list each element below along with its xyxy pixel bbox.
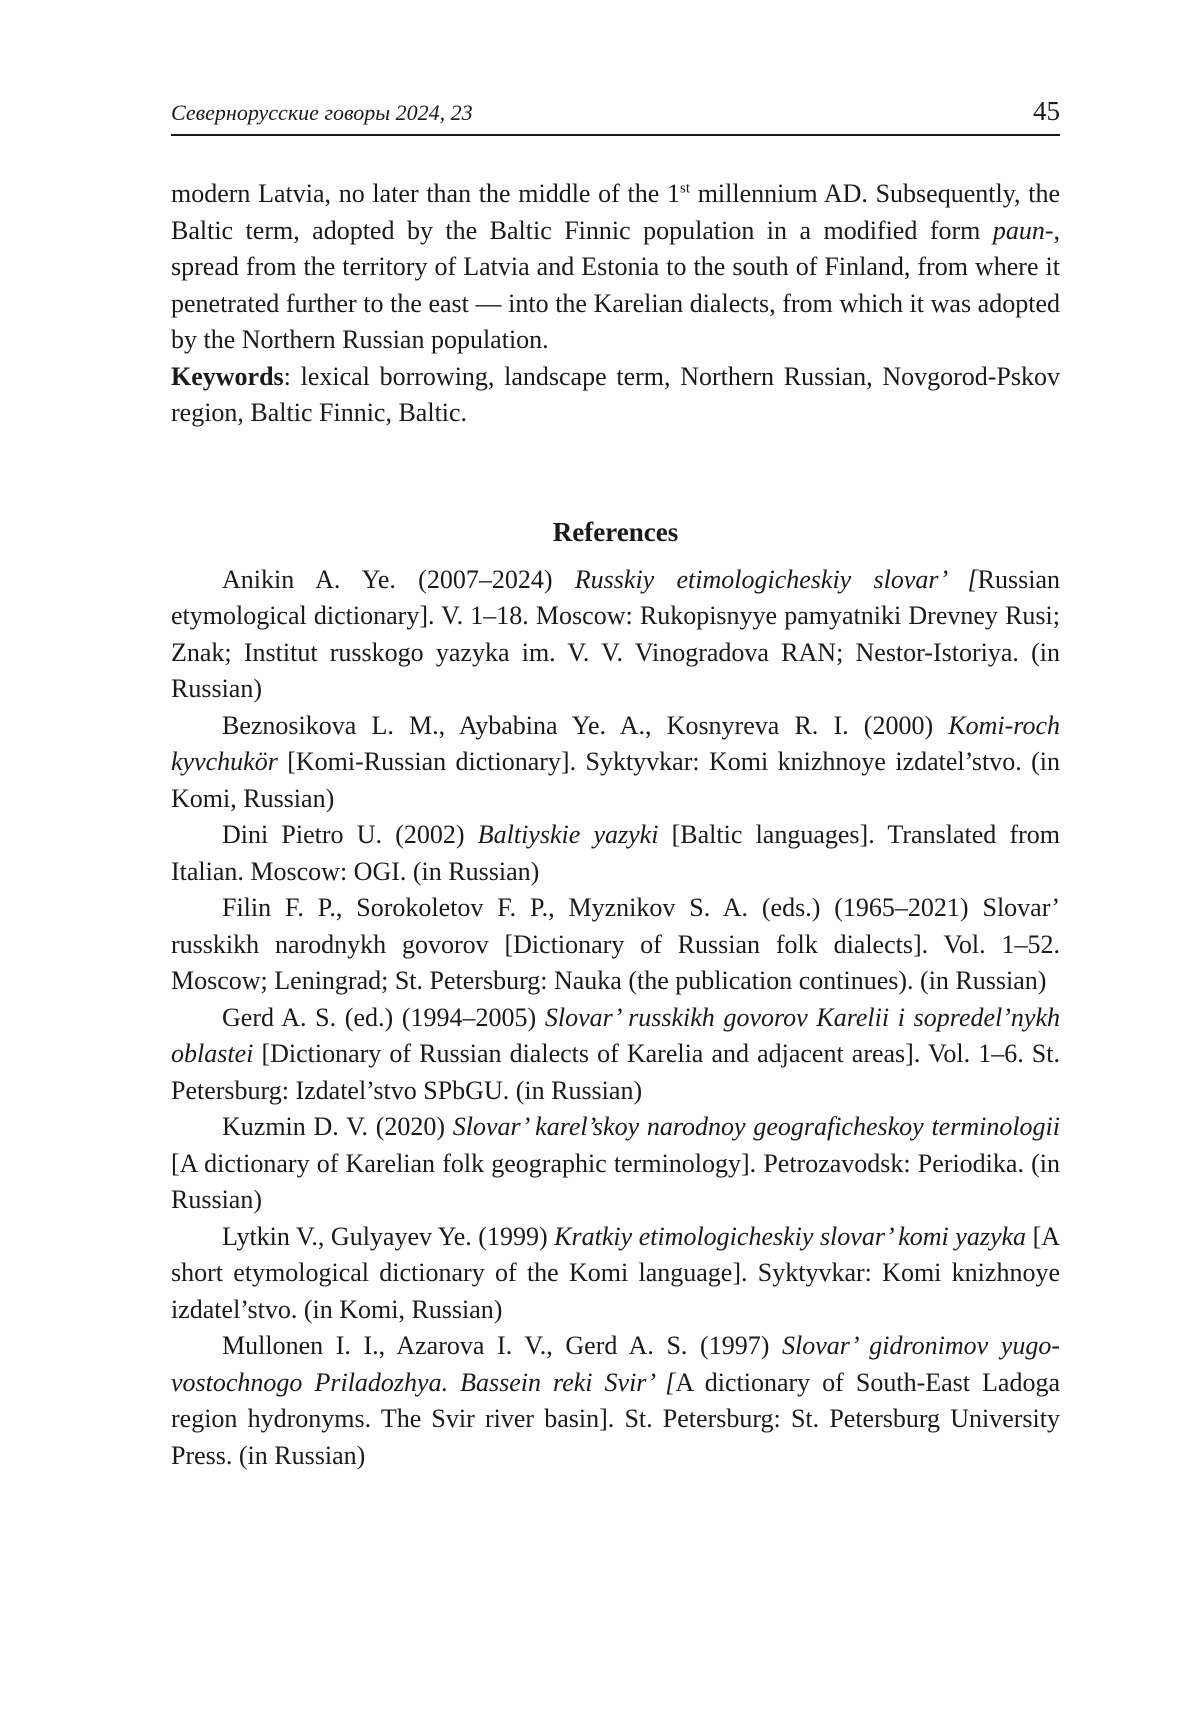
page bbox=[171, 96, 1060, 1474]
reference-title: Russkiy etimologicheskiy slovar’ [ bbox=[574, 564, 978, 594]
reference-title: Kratkiy etimologicheskiy slovar’ komi yazyka bbox=[554, 1221, 1027, 1251]
keywords-text: : lexical borrowing, landscape term, Northern Russian, Novgorod-Pskov region, Baltic Finnic, Baltic. bbox=[171, 361, 1060, 427]
reference-authors: Filin F. P., Sorokoletov F. P., Myznikov S. A. (eds.) (1965–2021) Slovar’ russkikh narodnykh govorov [Dictionary of Russian folk dialects]. Vol. 1–52. Moscow; Leningrad; St. Petersburg: Nauka (the publication continues). (in Russian) bbox=[171, 893, 1060, 995]
reference-item bbox=[171, 562, 1060, 708]
abstract-paragraph bbox=[171, 176, 1060, 359]
reference-authors: Anikin A. Ye. (2007–2024) bbox=[222, 564, 575, 594]
reference-item bbox=[171, 708, 1060, 818]
reference-details: [A short etymological dictionary of the Komi language]. Syktyvkar: Komi knizhnoye izdatel’stvo. (in Komi, Russian) bbox=[171, 1221, 1060, 1324]
keywords-paragraph bbox=[171, 359, 1060, 432]
reference-item bbox=[171, 1219, 1060, 1329]
reference-authors: Gerd A. S. (ed.) (1994–2005) bbox=[222, 1002, 545, 1032]
reference-authors: Beznosikova L. M., Aybabina Ye. A., Kosnyreva R. I. (2000) bbox=[222, 710, 949, 740]
reference-details: [Dictionary of Russian dialects of Karelia and adjacent areas]. Vol. 1–6. St. Petersburg: Izdatel’stvo SPbGU. (in Russian) bbox=[171, 1039, 1060, 1105]
reference-item bbox=[171, 1109, 1060, 1219]
abstract-continuation bbox=[171, 176, 1060, 432]
reference-item bbox=[171, 1328, 1060, 1474]
reference-details: [Komi-Russian dictionary]. Syktyvkar: Komi knizhnoye izdatel’stvo. (in Komi, Russian) bbox=[171, 747, 1060, 813]
reference-authors: Kuzmin D. V. (2020) bbox=[222, 1112, 453, 1141]
abstract-italic-term: paun- bbox=[992, 215, 1054, 245]
abstract-text: , spread from the territory of Latvia and Estonia to the south of Finland, from where it penetrated further to the east — into the Karelian dialects, from which it was adopted by the Northern Russian population. bbox=[171, 215, 1060, 354]
reference-title: Slovar’ karel’skoy narodnoy geograficheskoy terminologii bbox=[452, 1112, 1060, 1141]
reference-details: [Baltic languages]. Translated from Italian. Moscow: OGI. (in Russian) bbox=[171, 820, 1060, 886]
reference-item bbox=[171, 1000, 1060, 1110]
reference-item bbox=[171, 890, 1060, 1000]
reference-title: Komi-roch kyvchukör bbox=[171, 710, 1060, 776]
reference-item bbox=[171, 817, 1060, 890]
running-header bbox=[171, 96, 1060, 136]
page-number: 45 bbox=[1033, 96, 1060, 126]
reference-details: A dictionary of South-East Ladoga region hydronyms. The Svir river basin]. St. Petersburg: St. Petersburg University Press. (in Russian) bbox=[171, 1367, 1061, 1470]
references-list bbox=[171, 562, 1060, 1475]
ordinal-superscript: st bbox=[679, 180, 690, 197]
reference-authors: Mullonen I. I., Azarova I. V., Gerd A. S. (1997) bbox=[222, 1331, 782, 1360]
abstract-text: millennium AD. Subsequently, the Baltic term, adopted by the Baltic Finnic population in a modified form bbox=[171, 179, 1060, 245]
references-heading: References bbox=[552, 516, 679, 547]
reference-authors: Dini Pietro U. (2002) bbox=[222, 820, 478, 849]
abstract-text: modern Latvia, no later than the middle of the 1 bbox=[171, 179, 680, 208]
reference-title: Slovar’ gidronimov yugo-vostochnogo Priladozhya. Bassein reki Svir’ [ bbox=[171, 1331, 1060, 1397]
reference-details: [A dictionary of Karelian folk geographic terminology]. Petrozavodsk: Periodika. (in Russian) bbox=[171, 1148, 1060, 1214]
reference-details: Russian etymological dictionary]. V. 1–18. Moscow: Rukopisnyye pamyatniki Drevney Rusi; Znak; Institut russkogo yazyka im. V. V. Vinogradova RAN; Nestor-Istoriya. (in Russian) bbox=[171, 564, 1060, 703]
reference-authors: Lytkin V., Gulyayev Ye. (1999) bbox=[222, 1221, 555, 1251]
keywords-label: Keywords bbox=[171, 361, 284, 391]
reference-title: Baltiyskie yazyki bbox=[477, 820, 659, 849]
reference-title: Slovar’ russkikh govorov Karelii i sopredel’nykh oblastei bbox=[171, 1002, 1060, 1068]
journal-title: Севернорусские говоры 2024, 23 bbox=[171, 100, 473, 125]
